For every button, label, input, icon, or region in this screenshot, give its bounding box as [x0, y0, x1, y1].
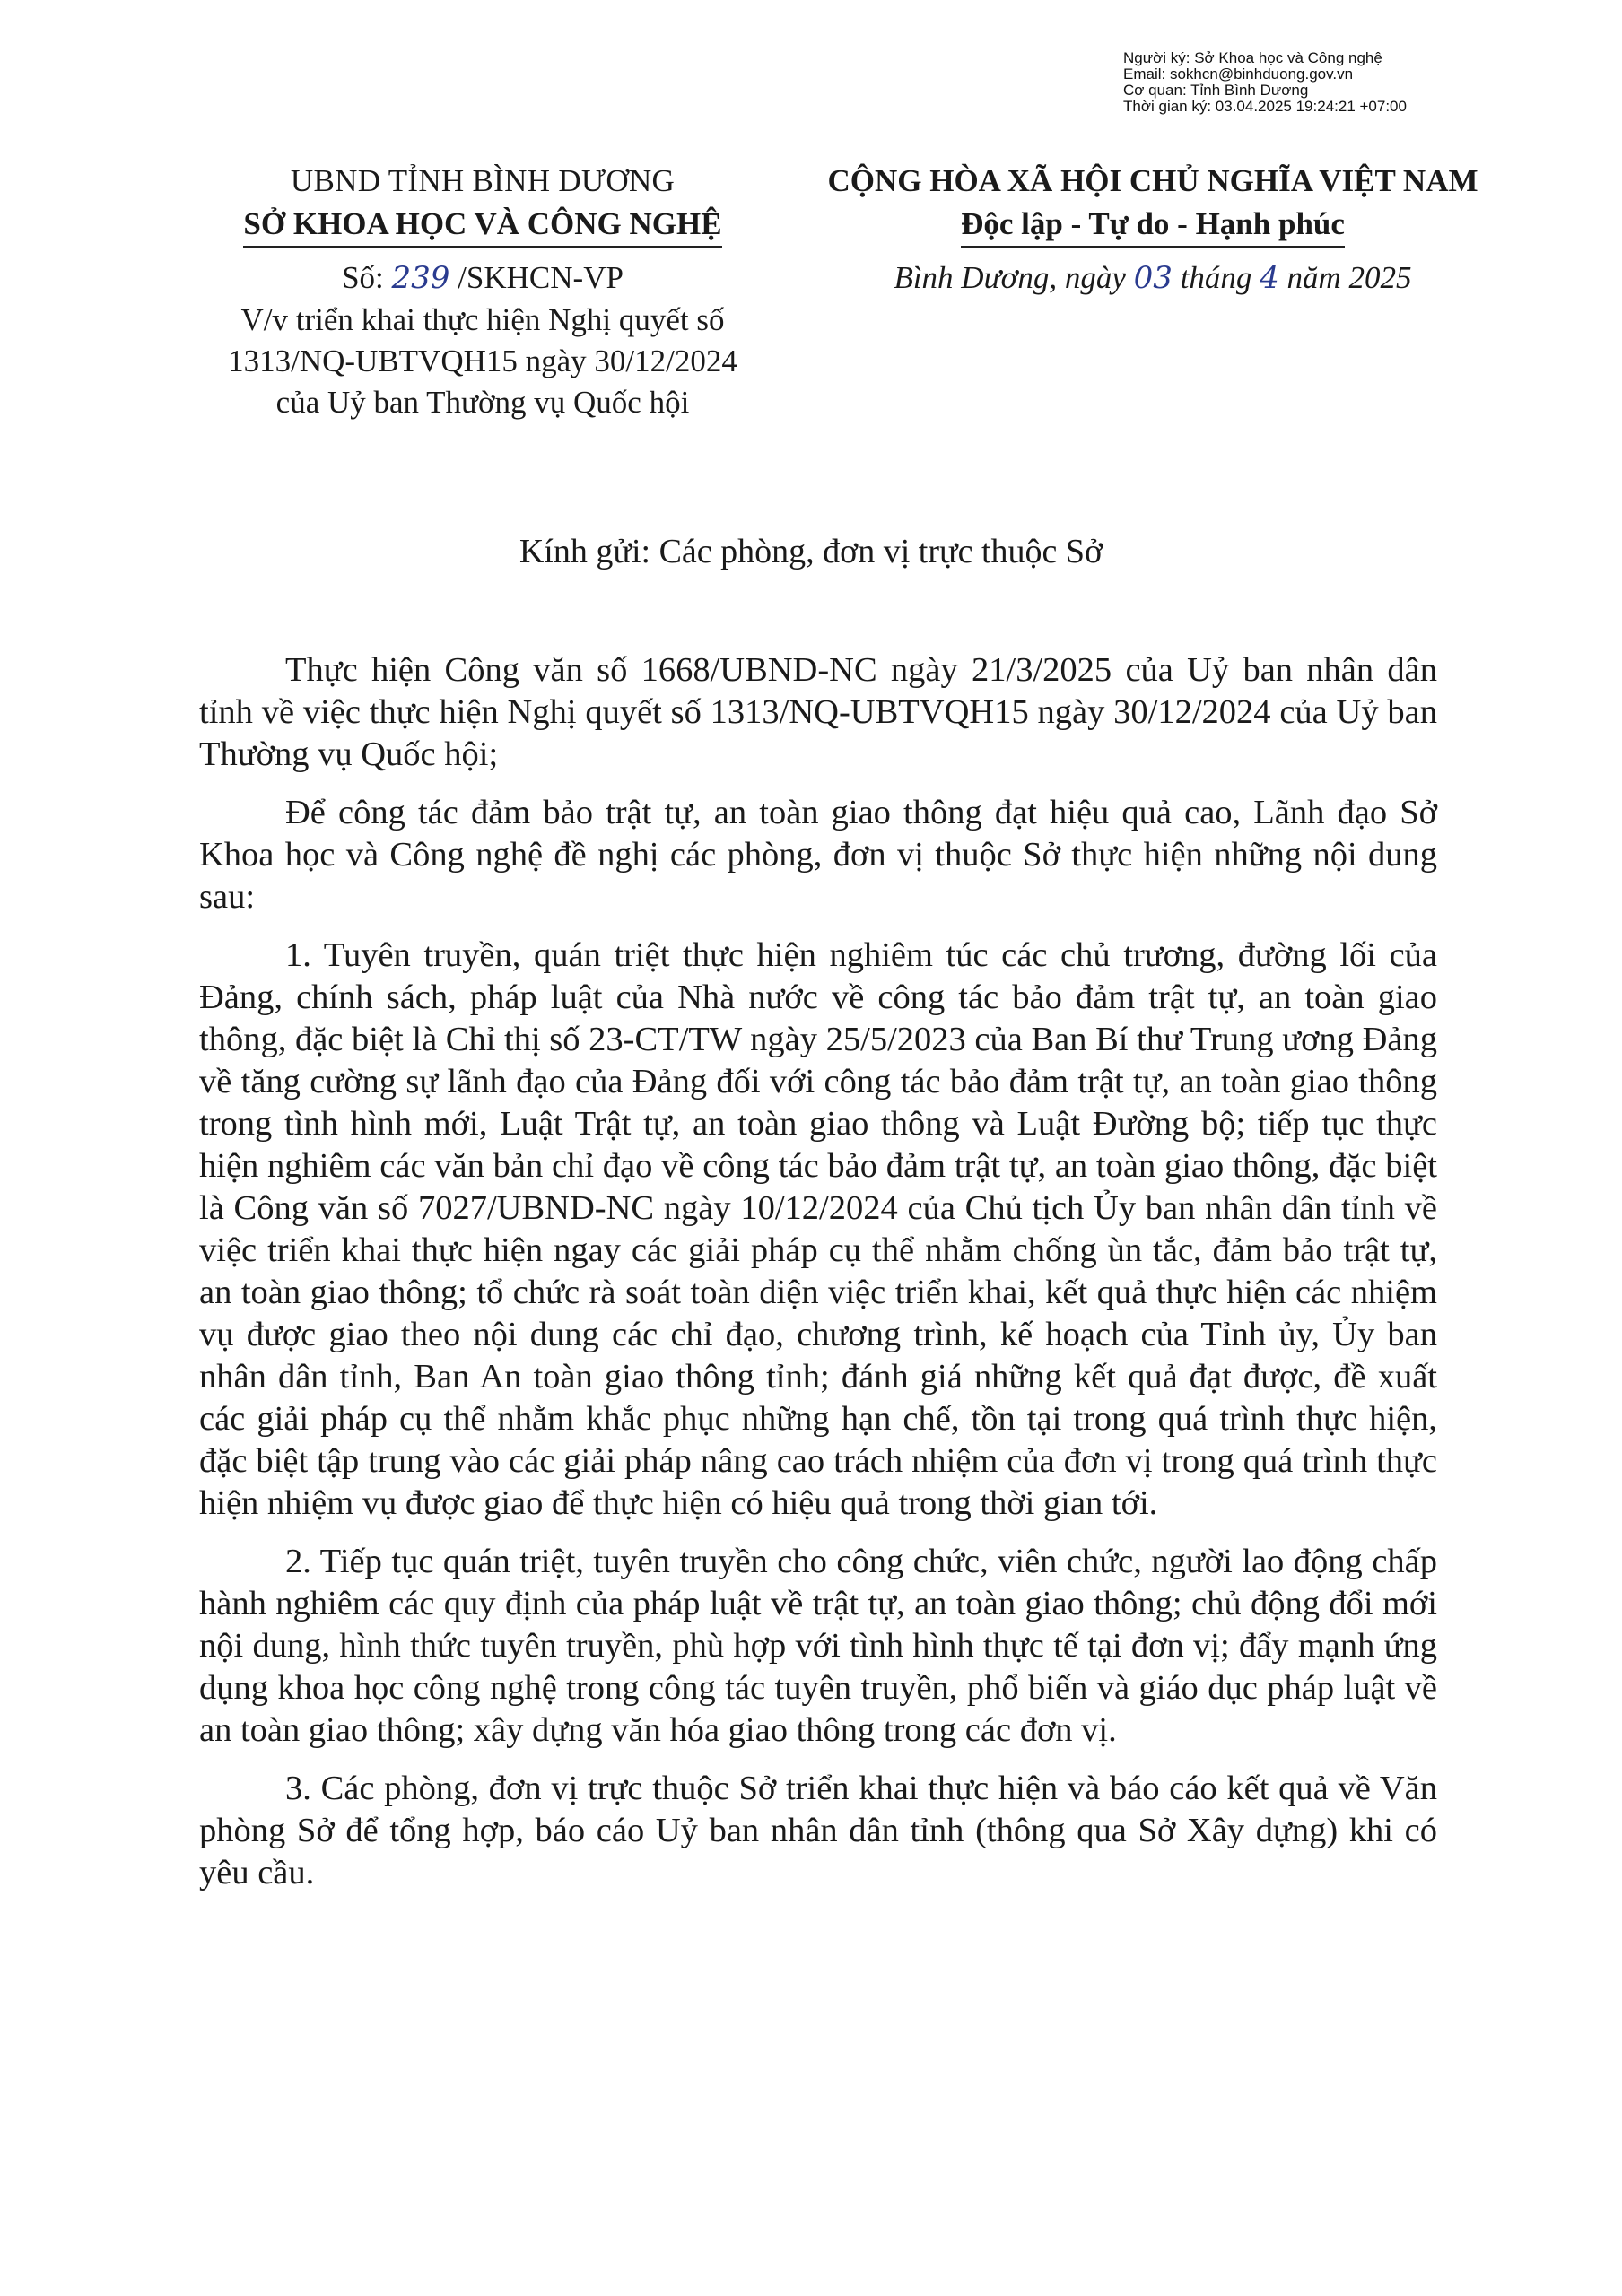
nation-title: CỘNG HÒA XÃ HỘI CHỦ NGHĨA VIỆT NAM [827, 163, 1478, 198]
subject-line: V/v triển khai thực hiện Nghị quyết số [240, 302, 725, 337]
document-number [160, 257, 806, 300]
number-suffix: /SKHCN-VP [458, 260, 624, 295]
handwritten-month: 4 [1260, 260, 1279, 296]
body-paragraph: 3. Các phòng, đơn vị trực thuộc Sở triển khai thực hiện và báo cáo kết quả về Văn phòng Sở để tổng hợp, báo cáo Uỷ ban nhân dân tỉnh (thông qua Sở Xây dựng) khi có yêu cầu. [199, 1770, 1437, 1892]
national-header [789, 160, 1516, 248]
org-parent: UBND TỈNH BÌNH DƯƠNG [290, 163, 676, 198]
digital-signature-block [1123, 50, 1407, 115]
place-and-date [789, 257, 1516, 300]
body-paragraph: 1. Tuyên truyền, quán triệt thực hiện nghiêm túc các chủ trương, đường lối của Đảng, chính sách, pháp luật của Nhà nước về công tác bảo đảm trật tự, an toàn giao thông, đặc biệt là Chỉ thị số 23-CT/TW ngày 25/5/2023 của Ban Bí thư Trung ương Đảng về tăng cường sự lãnh đạo của Đảng đối với công tác bảo đảm trật tự, an toàn giao thông trong tình hình mới, Luật Trật tự, an toàn giao thông và Luật Đường bộ; tiếp tục thực hiện nghiêm các văn bản chỉ đạo về công tác bảo đảm trật tự, an toàn giao thông, đặc biệt là Công văn số 7027/UBND-NC ngày 10/12/2024 của Chủ tịch Ủy ban nhân dân tỉnh về việc triển khai thực hiện ngay các giải pháp cụ thể nhằm chống ùn tắc, đảm bảo trật tự, an toàn giao thông; tổ chức rà soát toàn diện việc triển khai, kết quả thực hiện các nhiệm vụ được giao theo nội dung các chỉ đạo, chương trình, kế hoạch của Tỉnh ủy, Ủy ban nhân dân tỉnh, Ban An toàn giao thông tỉnh; đánh giá những kết quả đạt được, đề xuất các giải pháp cụ thể nhằm khắc phục những hạn chế, tồn tại trong quá trình thực hiện, đặc biệt tập trung vào các giải pháp nâng cao trách nhiệm của đơn vị trong quá trình thực hiện nhiệm vụ được giao để thực hiện có hiệu quả trong thời gian tới. [199, 936, 1437, 1522]
year-label: năm 2025 [1286, 260, 1412, 295]
signature-email: Email: sokhcn@binhduong.gov.vn [1123, 65, 1354, 83]
body-paragraph: 2. Tiếp tục quán triệt, tuyên truyền cho công chức, viên chức, người lao động chấp hành nghiêm các quy định của pháp luật về trật tự, an toàn giao thông; chủ động đổi mới nội dung, hình thức tuyên truyền, phù hợp với tình hình thực tế tại đơn vị; đẩy mạnh ứng dụng khoa học công nghệ trong công tác tuyên truyền, phổ biến và giáo dục pháp luật về an toàn giao thông; xây dựng văn hóa giao thông trong các đơn vị. [199, 1543, 1437, 1749]
number-prefix: Số: [342, 260, 384, 295]
signature-time: Thời gian ký: 03.04.2025 19:24:21 +07:00 [1123, 98, 1407, 115]
subject-line: 1313/NQ-UBTVQH15 ngày 30/12/2024 [228, 344, 737, 378]
document-subject [160, 300, 806, 423]
signature-agency: Cơ quan: Tỉnh Bình Dương [1123, 82, 1309, 99]
body-paragraph: Để công tác đảm bảo trật tự, an toàn giao thông đạt hiệu quả cao, Lãnh đạo Sở Khoa học và Công nghệ đề nghị các phòng, đơn vị thuộc Sở thực hiện những nội dung sau: [199, 794, 1437, 916]
document-body [199, 649, 1437, 1910]
org-name: SỞ KHOA HỌC VÀ CÔNG NGHỆ [243, 203, 721, 248]
national-motto: Độc lập - Tự do - Hạnh phúc [961, 203, 1345, 248]
month-label: tháng [1180, 260, 1252, 295]
place-prefix: Bình Dương, ngày [894, 260, 1126, 295]
recipient-line: Kính gửi: Các phòng, đơn vị trực thuộc Sở [519, 533, 1103, 570]
subject-line: của Uỷ ban Thường vụ Quốc hội [275, 385, 690, 420]
handwritten-day: 03 [1133, 260, 1173, 296]
signature-signer: Người ký: Sở Khoa học và Công nghệ [1123, 49, 1382, 66]
body-paragraph: Thực hiện Công văn số 1668/UBND-NC ngày 21/3/2025 của Uỷ ban nhân dân tỉnh về việc thực hiện Nghị quyết số 1313/NQ-UBTVQH15 ngày 30/12/2024 của Uỷ ban Thường vụ Quốc hội; [199, 651, 1437, 773]
handwritten-number: 239 [391, 260, 450, 296]
issuing-organization [160, 160, 806, 248]
